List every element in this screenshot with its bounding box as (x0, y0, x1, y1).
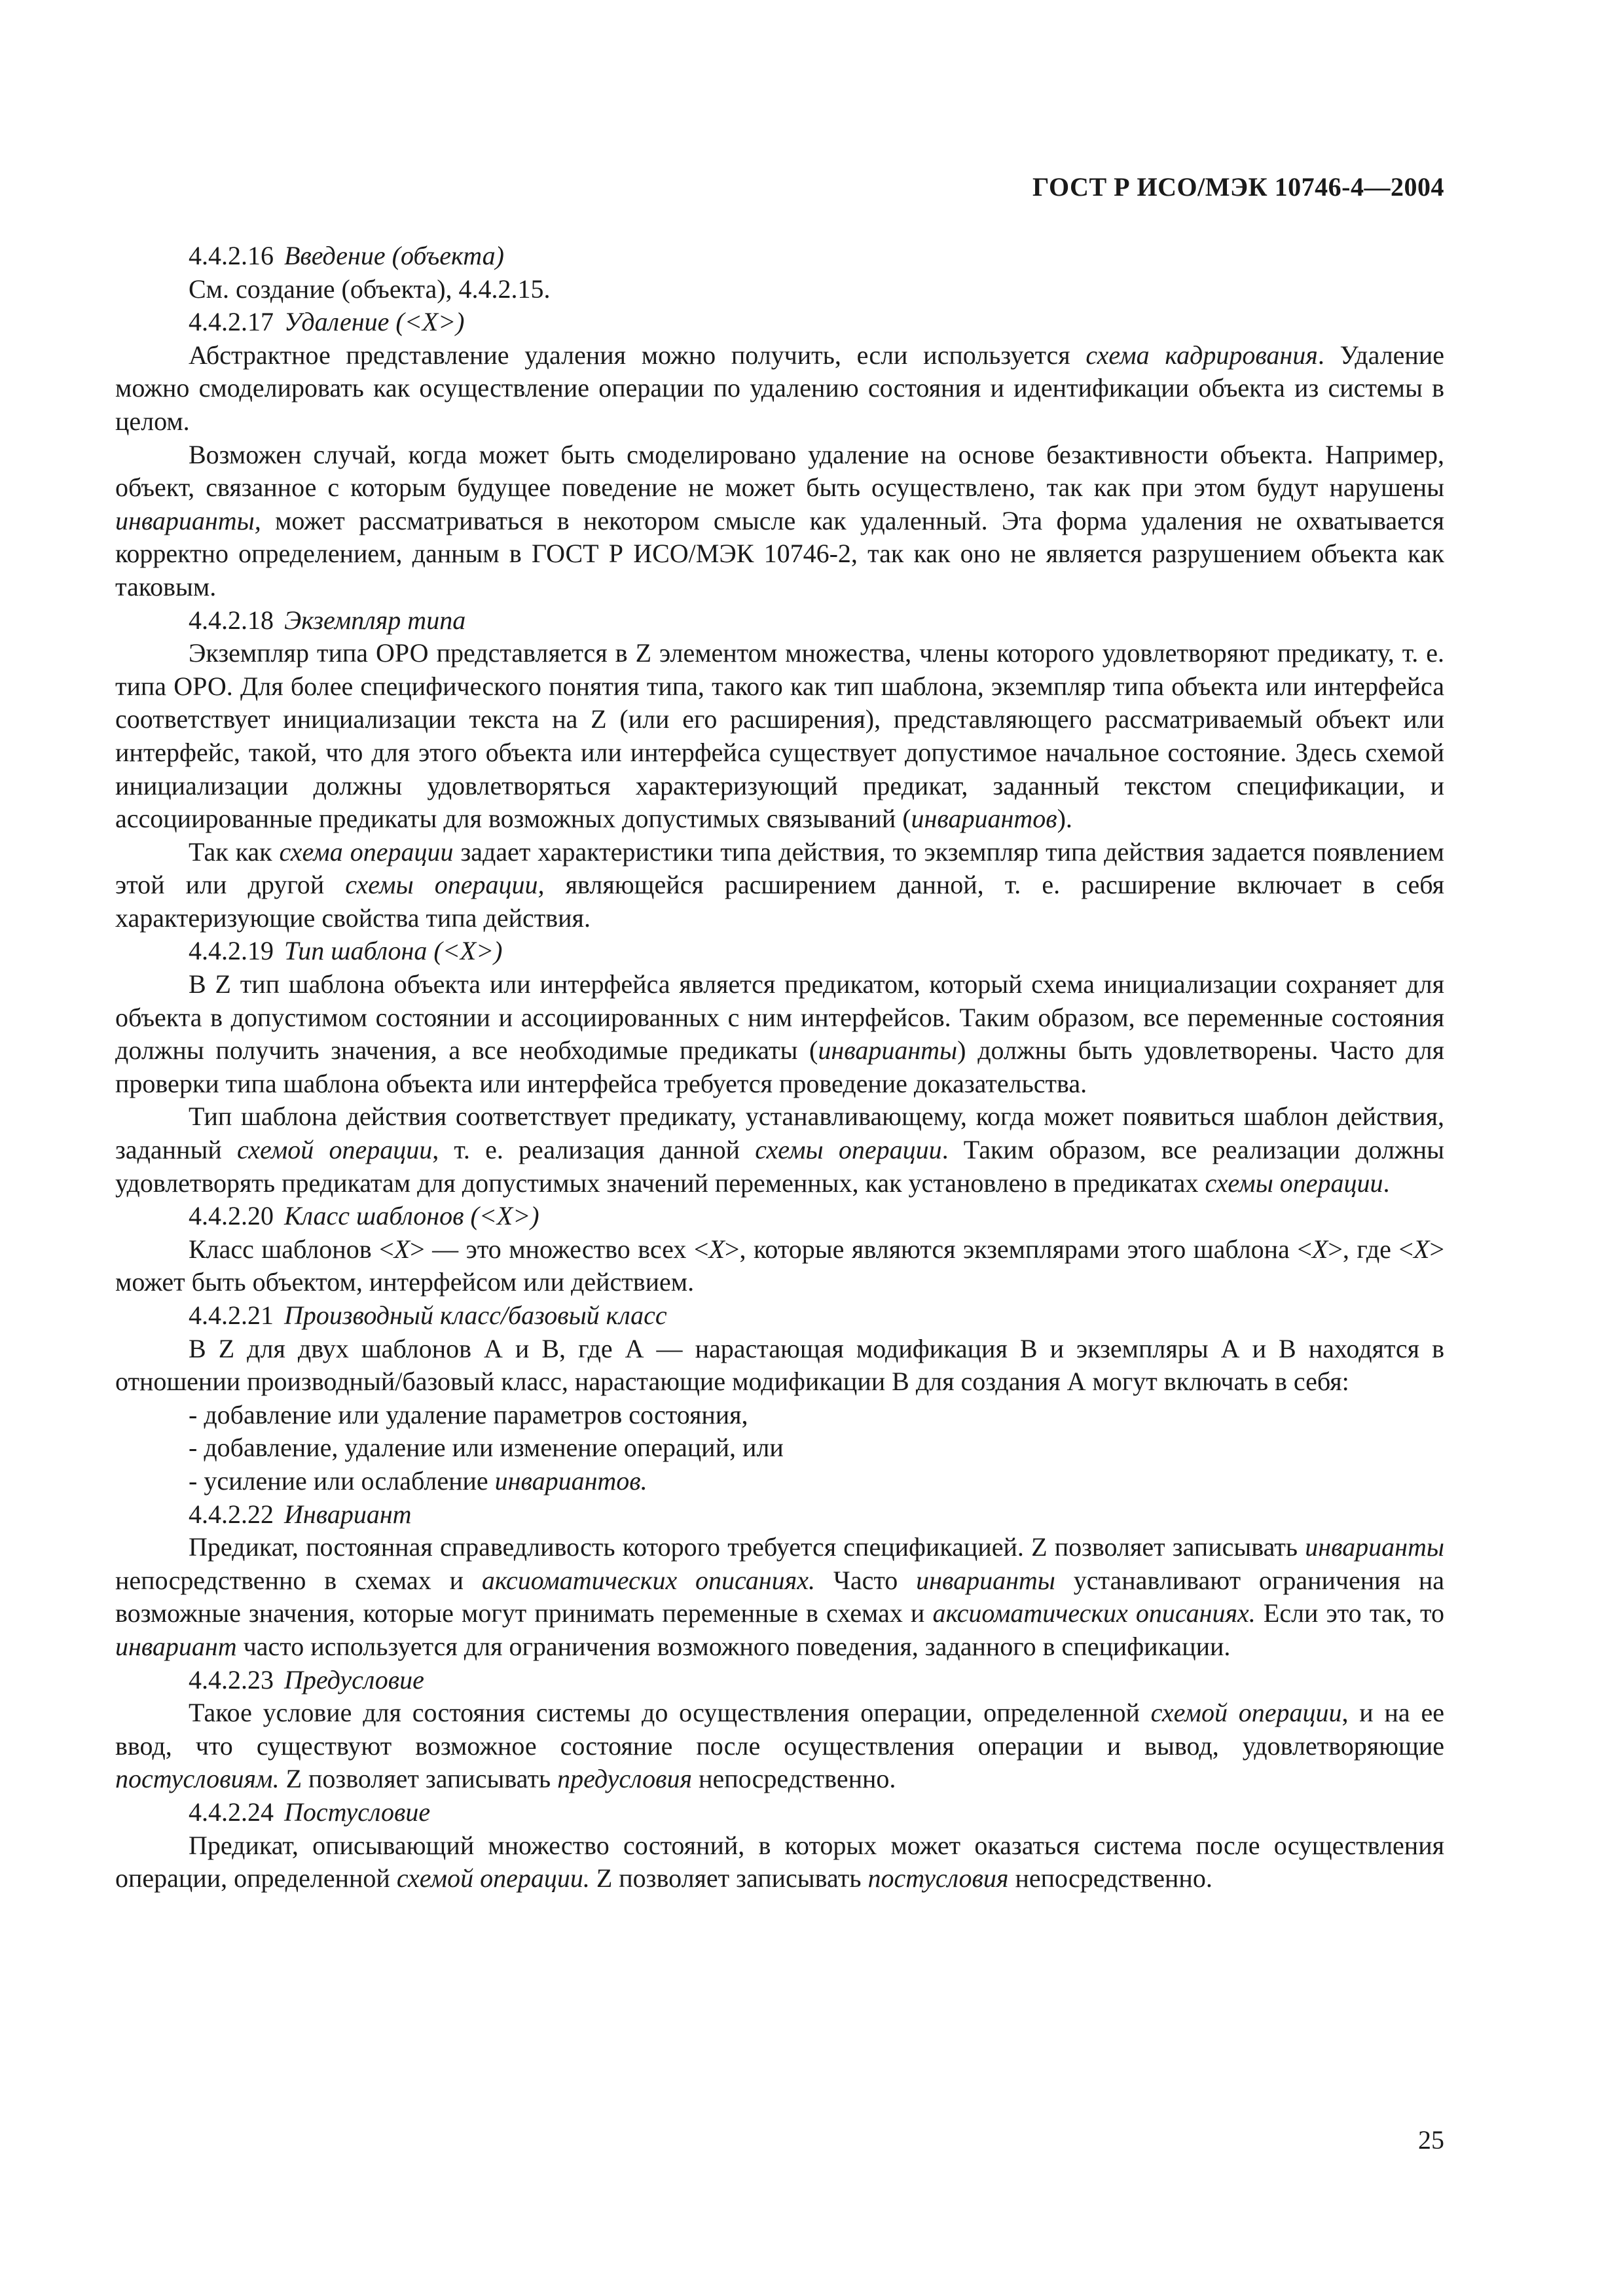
text-run: часто используется для ограничения возможного поведения, заданного в спецификации. (236, 1631, 1231, 1661)
paragraph (115, 637, 1444, 836)
paragraph (115, 1100, 1444, 1200)
section-number: 4.4.2.23 (189, 1664, 274, 1695)
text-run: являющейся расширением данной, т. е. расширение включает в себя характеризующие свойства типа действия. (115, 870, 1444, 933)
section-heading (115, 240, 1444, 273)
section-number: 4.4.2.20 (189, 1201, 274, 1231)
italic-term: постусловиям. (115, 1764, 280, 1794)
section-heading (115, 1796, 1444, 1829)
section-title: Инвариант (284, 1499, 412, 1529)
section-title: Удаление (<X>) (284, 307, 465, 337)
section-number: 4.4.2.16 (189, 241, 274, 270)
text-run: Z позволяет записывать (279, 1764, 558, 1794)
section-title: Производный класс/базовый класс (284, 1300, 667, 1330)
section-heading (115, 935, 1444, 968)
text-run: , и на ее ввод, что существуют возможное состояние после осуществления операции и вывод, удовлетворяющие (115, 1698, 1444, 1761)
text-run: Тип шаблона действия соответствует предикату, устанавливающему, когда может появиться шаблон действия, заданный (115, 1102, 1444, 1165)
list-item (115, 1431, 1444, 1465)
italic-term: X (393, 1234, 410, 1264)
section-title: Экземпляр типа (284, 605, 466, 635)
document-body (115, 240, 1444, 1895)
italic-term: схемы операции, (345, 870, 545, 900)
document-page (115, 0, 1444, 2296)
paragraph (115, 1233, 1444, 1299)
section-title: Введение (объекта) (284, 241, 504, 270)
italic-term: схемой операции. (396, 1863, 590, 1893)
italic-term: схема операции (279, 836, 454, 867)
page-number: 25 (1418, 2125, 1444, 2155)
text-run: Такое условие для состояния системы до осуществления операции, определенной (189, 1698, 1151, 1728)
text-run: В Z для двух шаблонов А и В, где А — нарастающая модификация В и экземпляры А и В находятся в отношении производный/базовый класс, нарастающие модификации В для создания А могут включать в себя: (115, 1333, 1444, 1397)
text-run: - усиление или ослабление (189, 1465, 495, 1496)
section-heading (115, 1664, 1444, 1697)
section-title: Тип шаблона (<X>) (284, 936, 503, 966)
text-run: Часто (814, 1565, 917, 1595)
italic-term: схема кадрирования (1085, 340, 1318, 370)
italic-term: X (1413, 1234, 1430, 1264)
text-run: - добавление или удаление параметров состояния, (189, 1399, 748, 1429)
text-run: задает характеристики типа действия, то экземпляр типа действия задается появлением этой или другой (115, 836, 1444, 900)
italic-term: аксиоматических описаниях. (481, 1565, 815, 1595)
text-run: непосредственно. (692, 1764, 896, 1794)
italic-term: инвариантов. (494, 1465, 647, 1496)
italic-term: X (708, 1234, 725, 1264)
section-number: 4.4.2.19 (189, 936, 274, 966)
paragraph (115, 439, 1444, 604)
italic-term: схемы операции (755, 1135, 942, 1165)
section-heading (115, 1200, 1444, 1233)
section-heading (115, 1498, 1444, 1532)
italic-term: схемы операции (1205, 1168, 1383, 1198)
paragraph (115, 1829, 1444, 1895)
section-number: 4.4.2.24 (189, 1797, 274, 1827)
text-run: Предикат, постоянная справедливость которого требуется спецификацией. Z позволяет записывать (189, 1532, 1305, 1562)
text-run: В Z тип шаблона объекта или интерфейса является предикатом, который схема инициализации сохраняет для объекта в допустимом состоянии и ассоциированных с ним интерфейсов. Таким образом, все переменные состояния должны получить значения, а все необходимые предикаты ( (115, 969, 1444, 1066)
text-run: ). (1057, 804, 1072, 834)
paragraph (115, 1696, 1444, 1796)
standard-header: ГОСТ Р ИСО/МЭК 10746-4—2004 (1032, 172, 1444, 202)
text-run: >, которые являются экземплярами этого шаблона < (724, 1234, 1312, 1264)
section-number: 4.4.2.22 (189, 1499, 274, 1529)
text-run: Абстрактное представление удаления можно получить, если используется (189, 340, 1086, 370)
text-run: ) должны быть удовлетворены. Часто для проверки типа шаблона объекта или интерфейса требуется проведение доказательства. (115, 1035, 1444, 1098)
italic-term: X (1311, 1234, 1328, 1264)
section-heading (115, 604, 1444, 637)
italic-term: схемой операции (236, 1135, 433, 1165)
italic-term: предусловия (557, 1764, 693, 1794)
italic-term: постусловия (867, 1863, 1009, 1893)
text-run: Если это так, то (1255, 1598, 1444, 1628)
italic-term: инварианты (818, 1035, 958, 1066)
section-heading (115, 1299, 1444, 1333)
text-run: См. создание (объекта), 4.4.2.15. (189, 274, 551, 304)
text-run: непосредственно в схемах и (115, 1565, 482, 1595)
text-run: Класс шаблонов < (189, 1234, 394, 1264)
paragraph (115, 339, 1444, 439)
text-run: Экземпляр типа ОРО представляется в Z элементом множества, члены которого удовлетворяют предикату, т. е. типа ОРО. Для более специфического понятия типа, такого как тип шаблона, экземпляр типа объекта или интерфейса соответствует инициализации текста на Z (или его расширения), представляющего рассматриваемый объект или интерфейс, такой, что для этого объекта или интерфейса существует допустимое начальное состояние. Здесь схемой инициализации должны удовлетворяться характеризующий предикат, заданный текстом спецификации, и ассоциированные предикаты для возможных допустимых связываний ( (115, 638, 1444, 834)
text-run: Z позволяет записывать (589, 1863, 868, 1893)
section-number: 4.4.2.18 (189, 605, 274, 635)
text-run: Возможен случай, когда может быть смоделировано удаление на основе безактивности объекта. Например, объект, связанное с которым будущее поведение не может быть осуществлено, так как при этом будут нарушены (115, 439, 1444, 503)
section-title: Предусловие (284, 1664, 424, 1695)
paragraph (115, 1333, 1444, 1399)
paragraph (115, 836, 1444, 935)
text-run: > — это множество всех < (410, 1234, 709, 1264)
paragraph (115, 1531, 1444, 1663)
text-run: > может быть объектом, интерфейсом или действием. (115, 1234, 1444, 1297)
text-run: Предикат, описывающий множество состояний, в которых может оказаться система после осуществления операции, определенной (115, 1830, 1444, 1893)
italic-term: инварианты (916, 1565, 1055, 1595)
text-run: Так как (189, 836, 280, 867)
list-item (115, 1465, 1444, 1498)
text-run: >, где < (1328, 1234, 1413, 1264)
section-heading (115, 306, 1444, 339)
italic-term: аксиоматических описаниях. (932, 1598, 1256, 1628)
section-title: Постусловие (284, 1797, 431, 1827)
italic-term: инвариантов (911, 804, 1057, 834)
list-item (115, 1399, 1444, 1432)
text-run: - добавление, удаление или изменение операций, или (189, 1433, 784, 1463)
section-title: Класс шаблонов (<X>) (284, 1201, 539, 1231)
text-run: непосредственно. (1008, 1863, 1213, 1893)
section-number: 4.4.2.21 (189, 1300, 274, 1330)
text-run: может рассматриваться в некотором смысле как удаленный. Эта форма удаления не охватывается корректно определением, данным в ГОСТ Р ИСО/МЭК 10746-2, так как оно не является разрушением объекта как таковым. (115, 505, 1444, 601)
text-run: , т. е. реализация данной (432, 1135, 756, 1165)
italic-term: инварианты, (115, 505, 261, 535)
text-run: . (1383, 1168, 1390, 1198)
text-run: . Таким образом, все реализации должны удовлетворять предикатам для допустимых значений переменных, как установлено в предикатах (115, 1135, 1445, 1198)
italic-term: схемой операции (1150, 1698, 1342, 1728)
section-number: 4.4.2.17 (189, 307, 274, 337)
paragraph (115, 968, 1444, 1100)
text-run: устанавливают ограничения на возможные значения, которые могут принимать переменные в схемах и (115, 1565, 1444, 1628)
italic-term: инвариант (115, 1631, 237, 1661)
italic-term: инварианты (1305, 1532, 1444, 1562)
text-run: . Удаление можно смоделировать как осуществление операции по удалению состояния и идентификации объекта из системы в целом. (115, 340, 1444, 436)
paragraph (115, 273, 1444, 306)
